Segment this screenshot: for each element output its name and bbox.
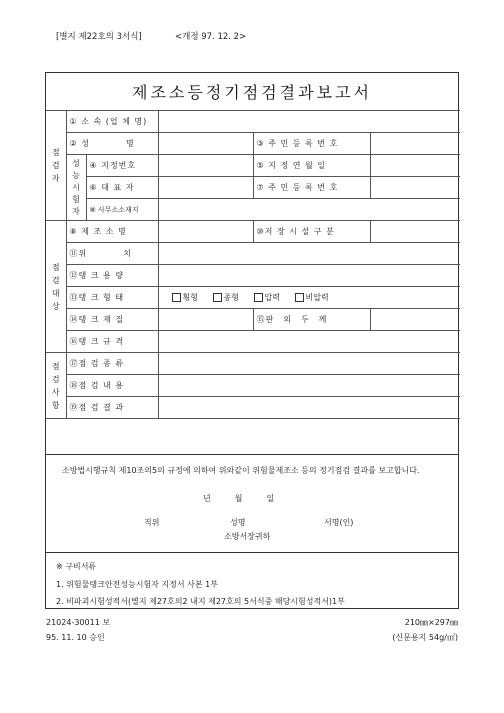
field-shape-options	[158, 287, 460, 309]
checkbox[interactable]	[254, 293, 263, 302]
field-inspection-content[interactable]	[158, 375, 460, 397]
report-table	[46, 110, 460, 419]
label-spec: ⑯탱 크 규 격	[66, 331, 158, 353]
checkbox[interactable]	[213, 293, 222, 302]
label-shape: ⑬탱 크 형 태	[66, 287, 158, 309]
label-facility-name: ⑧ 제 조 소 명	[66, 221, 158, 243]
report-form	[45, 72, 459, 609]
label-designation-no: ④ 지정번호	[86, 155, 158, 177]
checkbox[interactable]	[295, 293, 304, 302]
label-rep-resident-no: ⑦ 주 민 등 록 번 호	[253, 177, 370, 199]
position-label: 직위	[144, 518, 160, 527]
section-target: 점 검 대 상	[46, 221, 66, 353]
field-spec[interactable]	[158, 331, 460, 353]
option-horizontal[interactable]	[172, 292, 198, 303]
section-items: 점 검 사 항	[46, 353, 66, 419]
field-inspection-result[interactable]	[158, 397, 460, 419]
label-location: ⑪위 치	[66, 243, 158, 265]
date-line: 년 월 일	[203, 494, 275, 503]
option-label: 비압력	[305, 293, 329, 302]
label-plate-thickness: ⑮판 외 두 께	[253, 309, 370, 331]
field-name[interactable]	[158, 133, 253, 155]
field-designation-no[interactable]	[158, 155, 253, 177]
field-plate-thickness[interactable]	[370, 309, 460, 331]
label-affiliation: ① 소 속 (업 체 명)	[66, 111, 158, 133]
addressee: 소방서장귀하	[224, 532, 271, 541]
field-office-address[interactable]	[158, 199, 460, 221]
signature-seal[interactable]: 서명(인)	[324, 518, 354, 527]
option-pressure[interactable]	[254, 292, 280, 303]
field-location[interactable]	[158, 243, 460, 265]
section-performance-tester: 성 능 시 험 자	[66, 155, 86, 221]
document-item-1: 1. 위험물탱크안전성능시험자 지정서 사본 1부	[56, 580, 218, 589]
label-inspection-type: ⑰점 검 종 류	[66, 353, 158, 375]
field-material[interactable]	[158, 309, 253, 331]
field-inspection-type[interactable]	[158, 353, 460, 375]
form-number: [별지 제22호의 3서식]	[56, 32, 142, 42]
documents-heading: ※ 구비서류	[56, 562, 97, 571]
statement-block	[46, 454, 458, 552]
field-rep-resident-no[interactable]	[370, 177, 460, 199]
label-storage-type: ⑩저 장 시 설 구 분	[253, 221, 370, 243]
label-material: ⑭탱 크 재 질	[66, 309, 158, 331]
footer-code: 21024-30011 보	[46, 618, 111, 627]
field-facility-name[interactable]	[158, 221, 253, 243]
label-inspection-result: ⑲점 검 결 과	[66, 397, 158, 419]
page-title: 제조소등정기점검결과보고서	[46, 73, 458, 111]
label-inspection-content: ⑱점 검 내 용	[66, 375, 158, 397]
field-resident-no[interactable]	[370, 133, 460, 155]
footer-paper: (신문용지 54g/㎡)	[392, 633, 458, 642]
option-label: 횡형	[182, 293, 198, 302]
option-label: 종형	[223, 293, 239, 302]
field-representative[interactable]	[158, 177, 253, 199]
label-designation-date: ⑤ 지 정 연 월 일	[253, 155, 370, 177]
option-label: 압력	[264, 293, 280, 302]
checkbox[interactable]	[172, 293, 181, 302]
label-representative: ⑥ 대 표 자	[86, 177, 158, 199]
footer-size: 210㎜×297㎜	[404, 618, 458, 627]
option-non-pressure[interactable]	[295, 292, 329, 303]
label-resident-no: ③ 주 민 등 록 번 호	[253, 133, 370, 155]
required-documents	[46, 552, 458, 610]
field-affiliation[interactable]	[158, 111, 460, 133]
field-designation-date[interactable]	[370, 155, 460, 177]
section-inspector: 점 검 자	[46, 111, 66, 221]
option-vertical[interactable]	[213, 292, 239, 303]
footer-approval: 95. 11. 10 승인	[46, 633, 105, 642]
label-office-address: ⑧ 사무소소재지	[86, 199, 158, 221]
statement-text: 소방법시행규칙 제10조의5의 규정에 의하여 위와같이 위험물제조소 등의 정기점검 결과를 보고합니다.	[62, 466, 420, 475]
document-item-2: 2. 비파괴시험성적서(별지 제27호의2 내지 제27호의 5서식중 해당시험성적서)1부	[56, 597, 345, 606]
label-capacity: ⑫탱 크 용 량	[66, 265, 158, 287]
name-label: 성명	[230, 518, 246, 527]
label-name: ② 성 명	[66, 133, 158, 155]
field-capacity[interactable]	[158, 265, 460, 287]
revision-note: <개정 97. 12. 2>	[175, 32, 247, 42]
field-storage-type[interactable]	[370, 221, 460, 243]
